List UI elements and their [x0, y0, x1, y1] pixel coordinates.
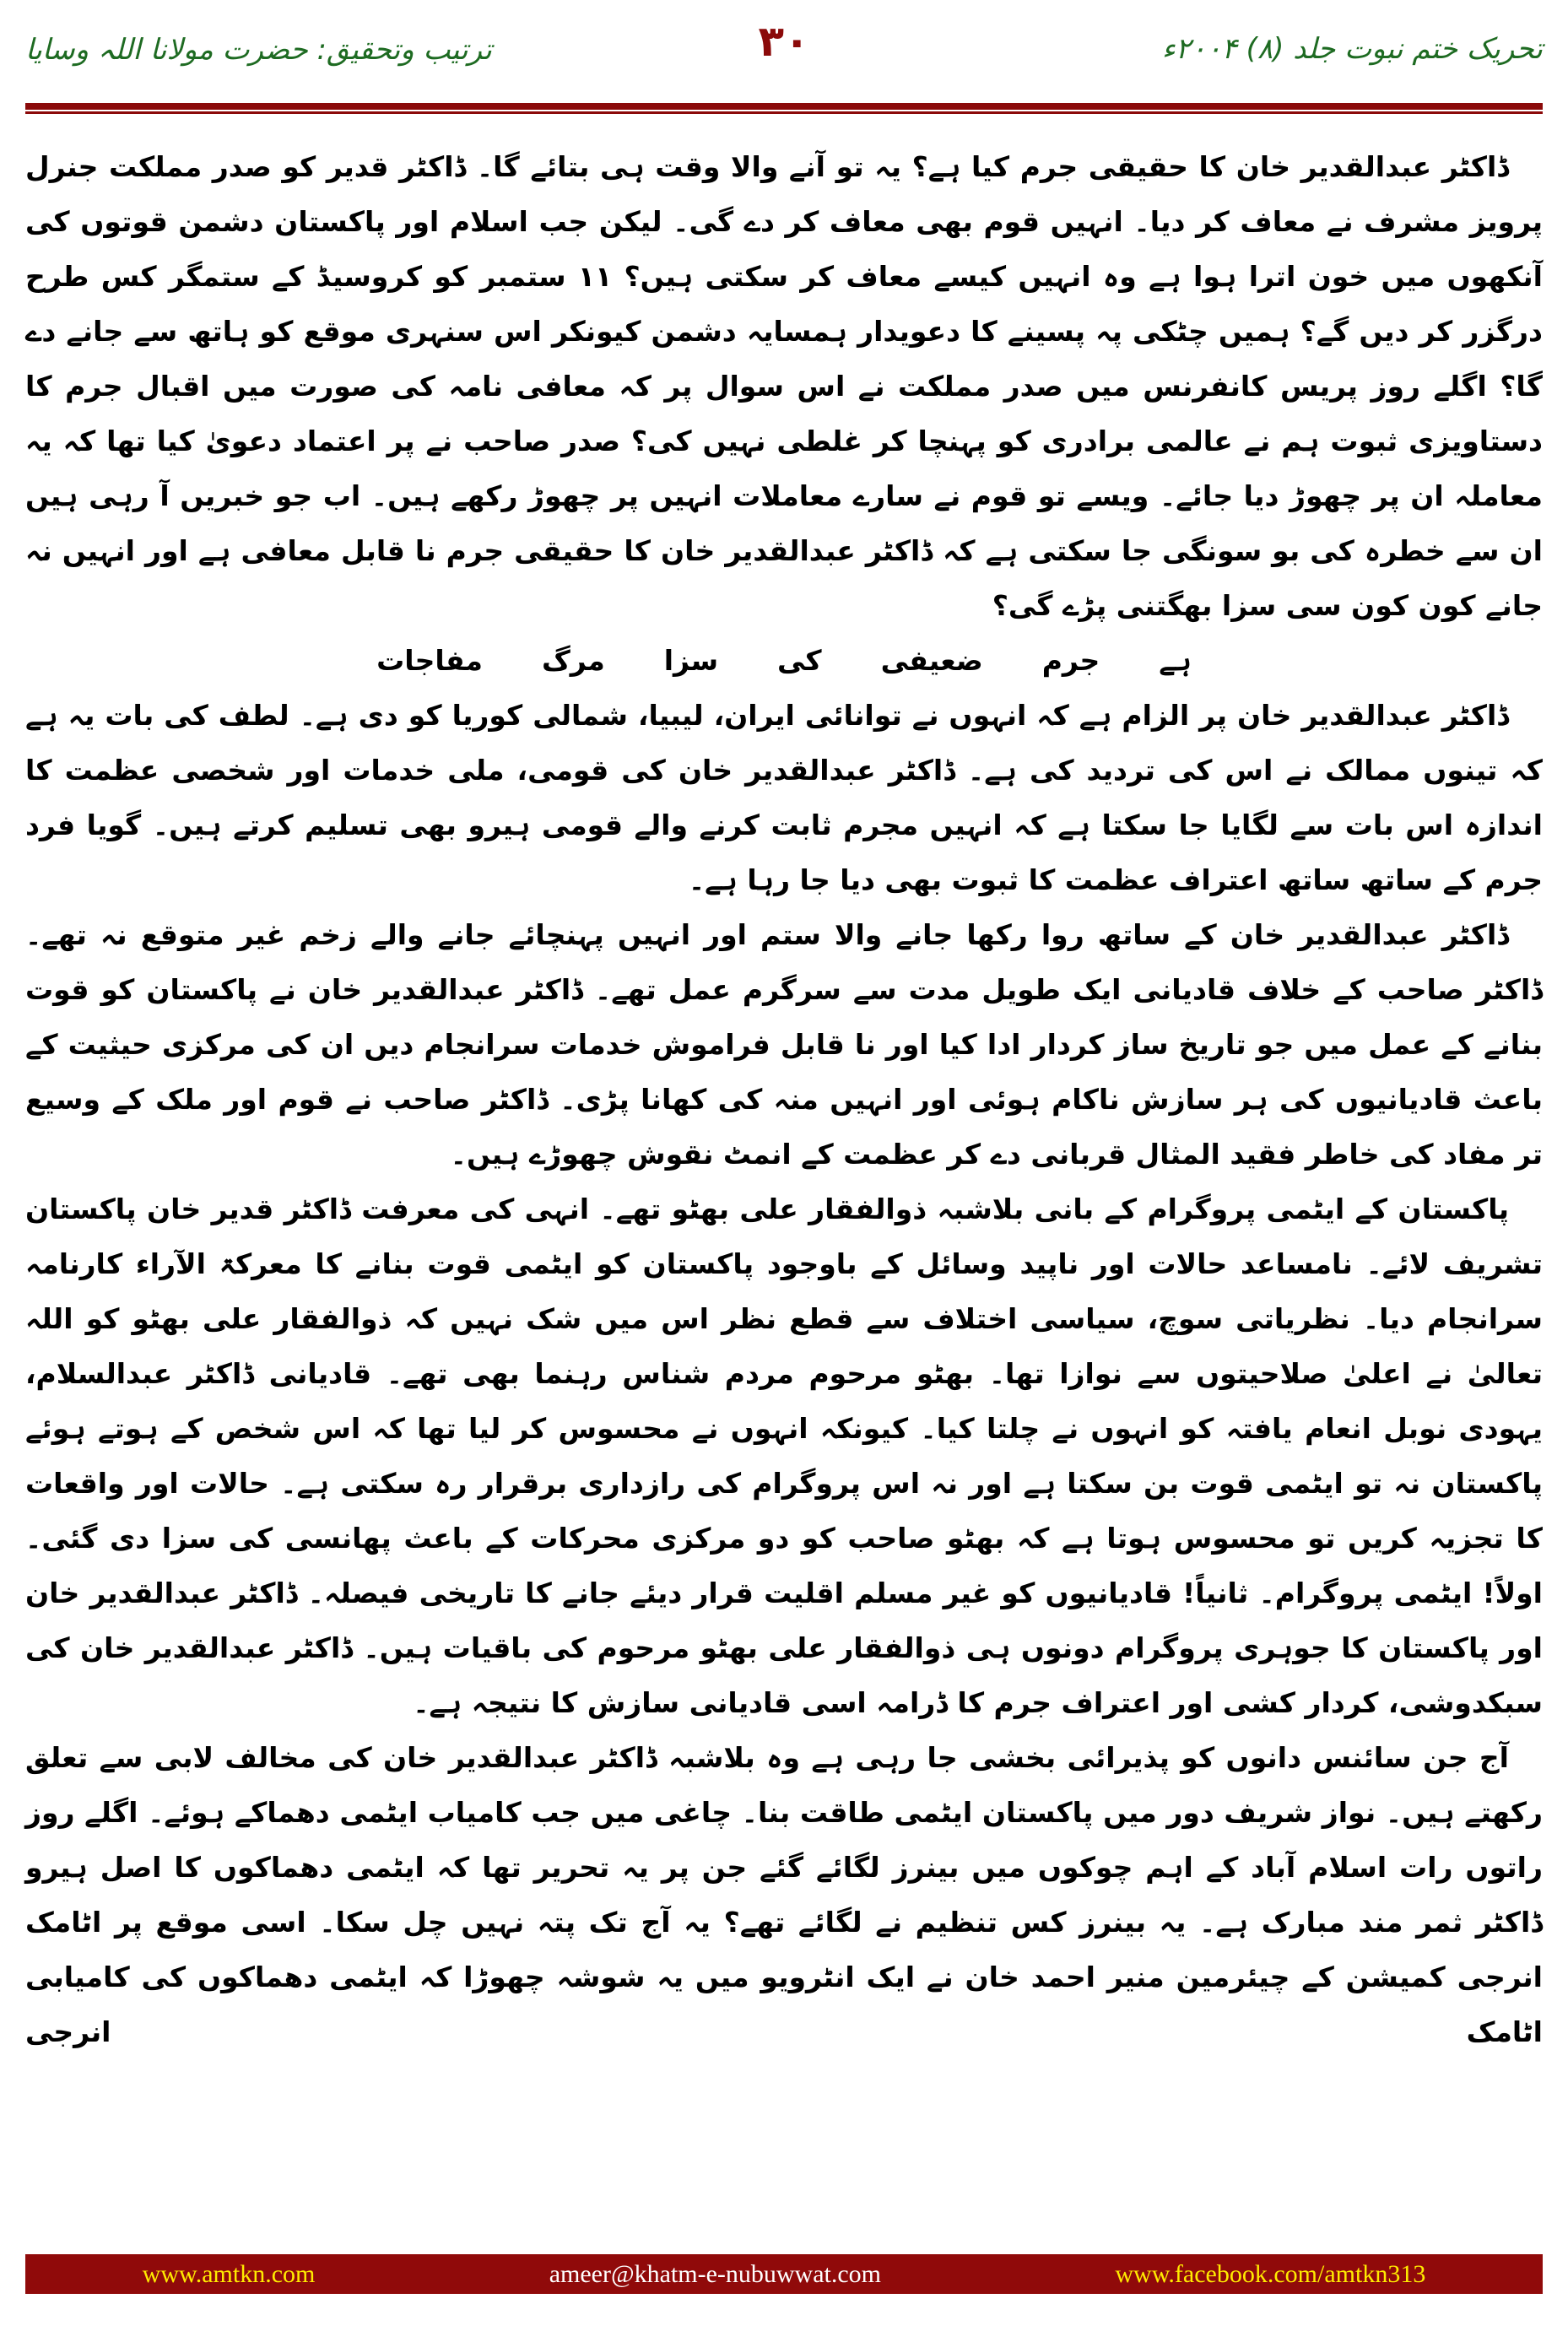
- header-rule-thick: [25, 103, 1543, 110]
- verse-word: سزا: [663, 644, 719, 677]
- paragraph: ڈاکٹر عبدالقدیر خان کے ساتھ روا رکھا جانے والا ستم اور انہیں پہنچائے جانے والے زخم غیر متوقع نہ تھے۔ ڈاکٹر صاحب کے خلاف قادیانی ایک طویل مدت سے سرگرم عمل تھے۔ ڈاکٹر عبدالقدیر خان نے پاکستان کو قوت بنانے کے عمل میں جو تاریخ ساز کردار ادا کیا اور نا قابل فراموش خدمات سرانجام دیں ان کی مرکزی حیثیت کے باعث قادیانیوں کی ہر سازش ناکام ہوئی اور انہیں منہ کی کھانا پڑی۔ ڈاکٹر صاحب نے قوم اور ملک کے وسیع تر مفاد کی خاطر فقید المثال قربانی دے کر عظمت کے انمٹ نقوش چھوڑے ہیں۔: [25, 918, 1543, 1171]
- paragraph: ڈاکٹر عبدالقدیر خان پر الزام ہے کہ انہوں نے توانائی ایران، لیبیا، شمالی کوریا کو دی ہے۔ لطف کی بات یہ ہے کہ تینوں ممالک نے اس کی تردید کی ہے۔ ڈاکٹر عبدالقدیر خان کی قومی، ملی خدمات اور شخصی عظمت کا اندازہ اس بات سے لگایا جا سکتا ہے کہ انہیں مجرم ثابت کرنے والے قومی ہیرو بھی تسلیم کرتے ہیں۔ گویا فرد جرم کے ساتھ ساتھ اعتراف عظمت کا ثبوت بھی دیا جا رہا ہے۔: [25, 699, 1543, 896]
- facebook-link[interactable]: www.facebook.com/amtkn313: [1115, 2259, 1426, 2288]
- website-link[interactable]: www.amtkn.com: [142, 2259, 316, 2288]
- paragraph: ڈاکٹر عبدالقدیر خان کا حقیقی جرم کیا ہے؟ یہ تو آنے والا وقت ہی بتائے گا۔ ڈاکٹر قدیر کو صدر مملکت جنرل پرویز مشرف نے معاف کر دیا۔ انہیں قوم بھی معاف کر دے گی۔ لیکن جب اسلام اور پاکستان دشمن قوتوں کی آنکھوں میں خون اترا ہوا ہے وہ انہیں کیسے معاف کر سکتی ہیں؟ ۱۱ ستمبر کو کروسیڈ کے ستمگر کس طرح درگزر کر دیں گے؟ ہمیں چٹکی پہ پسینے کا دعویدار ہمسایہ دشمن کیونکر اس سنہری موقع کو ہاتھ سے جانے دے گا؟ اگلے روز پریس کانفرنس میں صدر مملکت نے اس سوال پر کہ معافی نامہ کی صورت میں اقبال جرم کا دستاویزی ثبوت ہم نے عالمی برادری کو پہنچا کر غلطی نہیں کی؟ صدر صاحب نے پر اعتماد دعویٰ کیا تھا کہ یہ معاملہ ان پر چھوڑ دیا جائے۔ ویسے تو قوم نے سارے معاملات انہیں پر چھوڑ رکھے ہیں۔ اب جو خبریں آ رہی ہیں ان سے خطرہ کی بو سونگی جا سکتی ہے کہ ڈاکٹر عبدالقدیر خان کا حقیقی جرم نا قابل معافی ہے اور انہیں نہ جانے کون کون سی سزا بھگتنی پڑے گی؟: [25, 150, 1543, 622]
- verse-word: ضعیفی: [880, 644, 983, 677]
- email-link[interactable]: ameer@khatm-e-nubuwwat.com: [549, 2259, 882, 2288]
- paragraph: پاکستان کے ایٹمی پروگرام کے بانی بلاشبہ ذوالفقار علی بھٹو تھے۔ انہی کی معرفت ڈاکٹر قدیر خان پاکستان تشریف لائے۔ نامساعد حالات اور ناپید وسائل کے باوجود پاکستان کو ایٹمی قوت بنانے کا معرکۃ الآراء کارنامہ سرانجام دیا۔ نظریاتی سوچ، سیاسی اختلاف سے قطع نظر اس میں شک نہیں کہ ذوالفقار علی بھٹو کو اللہ تعالیٰ نے اعلیٰ صلاحیتوں سے نوازا تھا۔ بھٹو مرحوم مردم شناس رہنما بھی تھے۔ قادیانی ڈاکٹر عبدالسلام، یہودی نوبل انعام یافتہ کو انہوں نے چلتا کیا۔ کیونکہ انہوں نے محسوس کر لیا تھا کہ اس شخص کے ہوتے ہوئے پاکستان نہ تو ایٹمی قوت بن سکتا ہے اور نہ اس پروگرام کی رازداری برقرار رہ سکتی ہے۔ حالات اور واقعات کا تجزیہ کریں تو محسوس ہوتا ہے کہ بھٹو صاحب کو دو مرکزی محرکات کے باعث پھانسی کی سزا دی گئی۔ اولاً! ایٹمی پروگرام۔ ثانیاً! قادیانیوں کو غیر مسلم اقلیت قرار دیئے جانے کا تاریخی فیصلہ۔ ڈاکٹر عبدالقدیر خان اور پاکستان کا جوہری پروگرام دونوں ہی ذوالفقار علی بھٹو مرحوم کی باقیات ہیں۔ ڈاکٹر عبدالقدیر خان کی سبکدوشی، کردار کشی اور اعتراف جرم کا ڈرامہ اسی قادیانی سازش کا نتیجہ ہے۔: [25, 1193, 1543, 1719]
- compiler-credit: ترتیب وتحقیق: حضرت مولانا اللہ وسایا: [25, 33, 492, 67]
- page-header: [25, 17, 1543, 93]
- book-title: تحریک ختم نبوت جلد (۸) ۲۰۰۴ء: [1161, 32, 1543, 66]
- article-body: [25, 139, 1543, 2059]
- verse-word: کی: [777, 644, 822, 677]
- verse-word: مفاجات: [376, 644, 483, 677]
- verse-word: مرگ: [542, 644, 605, 677]
- verse-word: جرم: [1041, 644, 1100, 677]
- page-footer: [25, 2254, 1543, 2294]
- verse-line: [25, 633, 1543, 688]
- page-number: ۳۰: [758, 17, 810, 66]
- verse-word: ہے: [1159, 644, 1192, 677]
- paragraph: آج جن سائنس دانوں کو پذیرائی بخشی جا رہی ہے وہ بلاشبہ ڈاکٹر عبدالقدیر خان کی مخالف لابی سے تعلق رکھتے ہیں۔ نواز شریف دور میں پاکستان ایٹمی طاقت بنا۔ چاغی میں جب کامیاب ایٹمی دھماکے ہوئے۔ اگلے روز راتوں رات اسلام آباد کے اہم چوکوں میں بینرز لگائے گئے جن پر یہ تحریر تھا کہ ایٹمی دھماکوں کا اصل ہیرو ڈاکٹر ثمر مند مبارک ہے۔ یہ بینرز کس تنظیم نے لگائے تھے؟ یہ آج تک پتہ نہیں چل سکا۔ اسی موقع پر اٹامک انرجی کمیشن کے چیئرمین منیر احمد خان نے ایک انٹرویو میں یہ شوشہ چھوڑا کہ ایٹمی دھماکوں کی کامیابی اٹامک انرجی: [25, 1741, 1543, 2048]
- header-rule-thin: [25, 111, 1543, 114]
